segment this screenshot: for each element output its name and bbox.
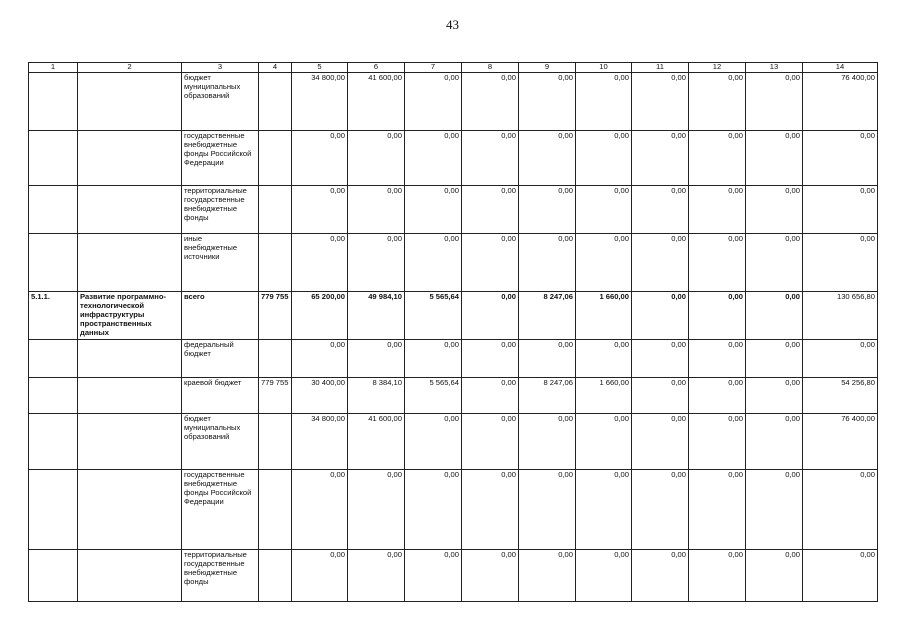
table-cell: всего — [182, 292, 259, 340]
table-cell — [78, 186, 182, 234]
table-cell: 779 755 — [259, 377, 292, 413]
table-cell: 0,00 — [462, 413, 519, 469]
table-cell: территориальные государственные внебюджетные фонды — [182, 186, 259, 234]
table-cell: 0,00 — [576, 413, 632, 469]
table-cell: 0,00 — [292, 549, 348, 601]
table-cell: 0,00 — [689, 131, 746, 186]
table-cell: 0,00 — [689, 292, 746, 340]
table-cell: 0,00 — [576, 234, 632, 292]
table-cell: 0,00 — [632, 413, 689, 469]
table-cell: 76 400,00 — [803, 413, 878, 469]
table-row — [29, 234, 878, 292]
table-cell — [259, 413, 292, 469]
table-cell — [259, 549, 292, 601]
column-header: 8 — [462, 63, 519, 73]
table-cell: 0,00 — [803, 186, 878, 234]
table-cell — [29, 469, 78, 549]
table-cell — [78, 549, 182, 601]
table-cell: 0,00 — [803, 234, 878, 292]
table-cell: 0,00 — [462, 131, 519, 186]
table-cell — [29, 131, 78, 186]
table-cell: 34 800,00 — [292, 73, 348, 131]
table-cell: 0,00 — [689, 413, 746, 469]
table-row — [29, 469, 878, 549]
table-cell: 0,00 — [746, 377, 803, 413]
table-cell — [78, 469, 182, 549]
table-cell: 0,00 — [632, 131, 689, 186]
table-cell: бюджет муниципальных образований — [182, 413, 259, 469]
table-cell: 0,00 — [348, 186, 405, 234]
table-cell — [29, 413, 78, 469]
table-cell: 0,00 — [746, 469, 803, 549]
table-cell: 41 600,00 — [348, 413, 405, 469]
table-cell: 0,00 — [405, 186, 462, 234]
table-cell: 0,00 — [689, 73, 746, 131]
table-cell: 0,00 — [405, 339, 462, 377]
table-cell: 130 656,80 — [803, 292, 878, 340]
table-cell: 0,00 — [348, 234, 405, 292]
table-cell: 0,00 — [519, 73, 576, 131]
table-cell: 49 984,10 — [348, 292, 405, 340]
table-cell — [259, 234, 292, 292]
column-header: 14 — [803, 63, 878, 73]
table-cell: 0,00 — [632, 339, 689, 377]
column-header: 3 — [182, 63, 259, 73]
table-cell: 0,00 — [632, 234, 689, 292]
table-cell: 0,00 — [689, 339, 746, 377]
column-header: 10 — [576, 63, 632, 73]
table-cell: 5 565,64 — [405, 377, 462, 413]
table-cell: 0,00 — [746, 73, 803, 131]
table-cell: 0,00 — [462, 234, 519, 292]
table-cell: 0,00 — [689, 469, 746, 549]
table-cell: 0,00 — [803, 469, 878, 549]
table-cell: 0,00 — [348, 131, 405, 186]
table-cell: 0,00 — [519, 549, 576, 601]
table-cell: 0,00 — [519, 234, 576, 292]
column-header: 5 — [292, 63, 348, 73]
table-cell: 0,00 — [689, 234, 746, 292]
table-cell: 0,00 — [519, 131, 576, 186]
table-cell: 0,00 — [462, 292, 519, 340]
table-cell: 0,00 — [576, 131, 632, 186]
table-cell: 0,00 — [632, 73, 689, 131]
table-cell: 54 256,80 — [803, 377, 878, 413]
table-cell — [29, 73, 78, 131]
table-row — [29, 73, 878, 131]
table-cell — [78, 377, 182, 413]
table-cell: 8 247,06 — [519, 292, 576, 340]
table-cell: 779 755 — [259, 292, 292, 340]
table-cell: 0,00 — [689, 549, 746, 601]
table-cell: 0,00 — [746, 549, 803, 601]
table-cell: Развитие программно-технологической инфраструктуры пространственных данных — [78, 292, 182, 340]
table-cell: 0,00 — [462, 469, 519, 549]
table-row — [29, 549, 878, 601]
table-cell: 0,00 — [746, 339, 803, 377]
column-header: 6 — [348, 63, 405, 73]
table-cell: 0,00 — [576, 339, 632, 377]
table-cell — [78, 73, 182, 131]
table-row — [29, 413, 878, 469]
table-cell — [29, 186, 78, 234]
table-cell: 65 200,00 — [292, 292, 348, 340]
table-cell: 0,00 — [405, 469, 462, 549]
table-cell: 8 247,06 — [519, 377, 576, 413]
column-header: 11 — [632, 63, 689, 73]
table-cell: 0,00 — [462, 186, 519, 234]
table-cell: иные внебюджетные источники — [182, 234, 259, 292]
table-cell: 0,00 — [746, 234, 803, 292]
table-cell: 0,00 — [292, 339, 348, 377]
column-header: 4 — [259, 63, 292, 73]
table-cell: 1 660,00 — [576, 377, 632, 413]
table-cell: 0,00 — [746, 131, 803, 186]
table-row — [29, 377, 878, 413]
table-cell — [78, 234, 182, 292]
table-cell: 0,00 — [803, 549, 878, 601]
table-cell: федеральный бюджет — [182, 339, 259, 377]
table-cell: 0,00 — [405, 234, 462, 292]
table-cell — [29, 549, 78, 601]
table-cell: 8 384,10 — [348, 377, 405, 413]
table-cell: 0,00 — [803, 339, 878, 377]
column-header: 9 — [519, 63, 576, 73]
table-cell: 0,00 — [576, 186, 632, 234]
table-cell: 30 400,00 — [292, 377, 348, 413]
table-cell: 76 400,00 — [803, 73, 878, 131]
table-cell — [259, 339, 292, 377]
table-cell: 0,00 — [462, 549, 519, 601]
table-cell: 0,00 — [689, 186, 746, 234]
table-cell: 0,00 — [405, 549, 462, 601]
table-cell — [259, 131, 292, 186]
table-cell: 0,00 — [348, 549, 405, 601]
table-cell: государственные внебюджетные фонды Российской Федерации — [182, 469, 259, 549]
table-cell: 0,00 — [519, 413, 576, 469]
table-cell: 1 660,00 — [576, 292, 632, 340]
table-cell: 0,00 — [292, 469, 348, 549]
page-number: 43 — [446, 17, 459, 32]
table-cell — [78, 339, 182, 377]
table-cell: 0,00 — [462, 339, 519, 377]
table-cell: 0,00 — [348, 469, 405, 549]
table-cell: краевой бюджет — [182, 377, 259, 413]
table-cell: 0,00 — [405, 131, 462, 186]
header-row — [29, 63, 878, 73]
table-cell: 0,00 — [462, 73, 519, 131]
table-cell — [78, 131, 182, 186]
table-cell: 0,00 — [348, 339, 405, 377]
table-cell — [78, 413, 182, 469]
table-row — [29, 131, 878, 186]
table-cell: 0,00 — [689, 377, 746, 413]
table-cell: 34 800,00 — [292, 413, 348, 469]
table-cell: государственные внебюджетные фонды Российской Федерации — [182, 131, 259, 186]
table-cell: 0,00 — [519, 186, 576, 234]
table-cell: 0,00 — [292, 186, 348, 234]
table-cell: бюджет муниципальных образований — [182, 73, 259, 131]
table-cell — [259, 469, 292, 549]
table-cell: 0,00 — [519, 469, 576, 549]
table-cell — [259, 73, 292, 131]
table-row — [29, 186, 878, 234]
table-cell: 0,00 — [632, 377, 689, 413]
column-header: 7 — [405, 63, 462, 73]
table-cell: 0,00 — [632, 186, 689, 234]
table-row — [29, 292, 878, 340]
column-header: 1 — [29, 63, 78, 73]
table-cell: 0,00 — [632, 549, 689, 601]
table-row — [29, 339, 878, 377]
table-cell: 5.1.1. — [29, 292, 78, 340]
table-cell: 0,00 — [803, 131, 878, 186]
table-cell: 0,00 — [632, 469, 689, 549]
table-cell: 0,00 — [519, 339, 576, 377]
table-cell: 0,00 — [576, 469, 632, 549]
column-header: 13 — [746, 63, 803, 73]
table-cell: 0,00 — [746, 186, 803, 234]
table-cell: 0,00 — [292, 131, 348, 186]
table-cell — [29, 234, 78, 292]
table-cell: 0,00 — [576, 549, 632, 601]
table-cell: 0,00 — [632, 292, 689, 340]
table-cell: 0,00 — [292, 234, 348, 292]
table-cell: 0,00 — [405, 73, 462, 131]
budget-table — [28, 62, 878, 602]
table-cell: 0,00 — [405, 413, 462, 469]
table-cell — [29, 339, 78, 377]
table-cell: 0,00 — [462, 377, 519, 413]
column-header: 12 — [689, 63, 746, 73]
table-cell: 41 600,00 — [348, 73, 405, 131]
table-cell: 0,00 — [746, 292, 803, 340]
table-cell — [259, 186, 292, 234]
table-cell — [29, 377, 78, 413]
column-header: 2 — [78, 63, 182, 73]
table-cell: территориальные государственные внебюджетные фонды — [182, 549, 259, 601]
table-cell: 0,00 — [746, 413, 803, 469]
table-cell: 0,00 — [576, 73, 632, 131]
table-cell: 5 565,64 — [405, 292, 462, 340]
